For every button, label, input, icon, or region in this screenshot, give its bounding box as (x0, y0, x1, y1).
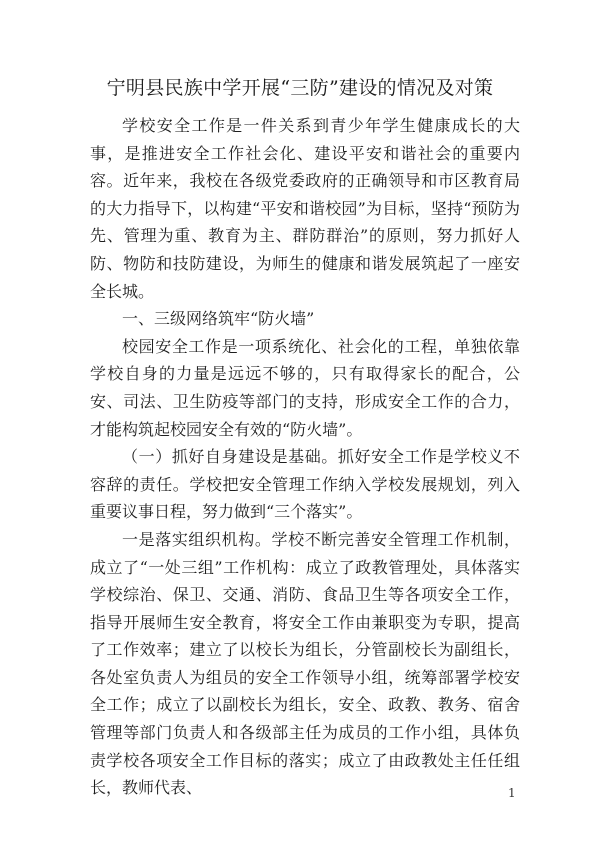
page-number: 1 (508, 786, 516, 800)
paragraph-intro: 学校安全工作是一件关系到青少年学生健康成长的大事，是推进安全工作社会化、建设平安和谐社会的重要内容。近年来，我校在各级党委政府的正确领导和市区教育局的大力指导下，以构建“平安和谐校园”为目标，坚持“预防为先、管理为重、教育为主、群防群治”的原则，努力抓好人防、物防和技防建设，为师生的健康和谐发展筑起了一座安全长城。 (90, 116, 520, 301)
paragraph-section-1: 校园安全工作是一项系统化、社会化的工程，单独依靠学校自身的力量是远远不够的，只有取得家长的配合，公安、司法、卫生防疫等部门的支持，形成安全工作的合力，才能构筑起校园安全有效的“防火墙”。 (90, 336, 520, 439)
document-body (90, 112, 520, 802)
section-heading-1: 一、三级网络筑牢“防火墙” (122, 309, 315, 329)
paragraph-subsection-1: （一）抓好自身建设是基础。抓好安全工作是学校义不容辞的责任。学校把安全管理工作纳入学校发展规划，列入重要议事日程，努力做到“三个落实”。 (90, 447, 520, 522)
document-title: 宁明县民族中学开展“三防”建设的情况及对策 (106, 77, 494, 99)
paragraph-organization: 一是落实组织机构。学校不断完善安全管理工作机制，成立了“一处三组”工作机构：成立了政教管理处，具体落实学校综治、保卫、交通、消防、食品卫生等各项安全工作，指导开展师生安全教育，将安全工作由兼职变为专职，提高了工作效率；建立了以校长为组长，分管副校长为副组长，各处室负责人为组员的安全工作领导小组，统筹部署学校安全工作；成立了以副校长为组长，安全、政教、教务、宿舍管理等部门负责人和各级部主任为成员的工作小组，具体负责学校各项安全工作目标的落实；成立了由政教处主任任组长，教师代表、 (90, 529, 520, 798)
